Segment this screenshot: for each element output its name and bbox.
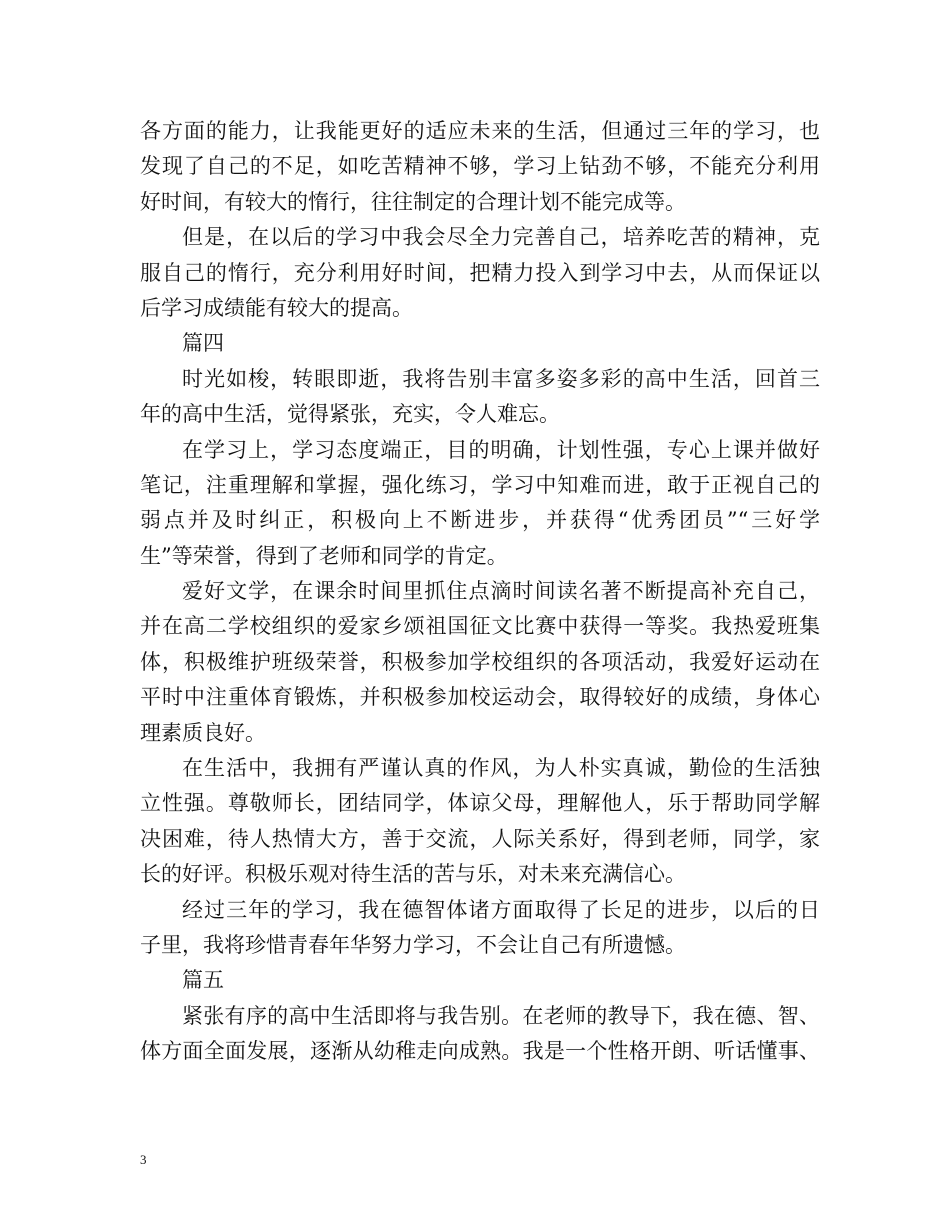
text-line: 在生活中，我拥有严谨认真的作风，为人朴实真诚，勤俭的生活独 <box>182 756 820 781</box>
text-line: 弱点并及时纠正，积极向上不断进步，并获得“优秀团员”“三好学 <box>140 508 820 533</box>
page-number: 3 <box>140 1152 147 1167</box>
text-line: 平时中注重体育锻炼，并积极参加校运动会，取得较好的成绩，身体心 <box>140 685 820 710</box>
text-line: 决困难，待人热情大方，善于交流，人际关系好，得到老师，同学，家 <box>140 826 820 851</box>
text-line: 篇五 <box>182 968 224 993</box>
text-line: 并在高二学校组织的爱家乡颂祖国征文比赛中获得一等奖。我热爱班集 <box>140 614 820 639</box>
text-line: 体，积极维护班级荣誉，积极参加学校组织的各项活动，我爱好运动在 <box>140 649 820 674</box>
text-line: 各方面的能力，让我能更好的适应未来的生活，但通过三年的学习，也 <box>140 119 820 143</box>
text-line: 生”等荣誉，得到了老师和同学的肯定。 <box>140 543 508 568</box>
text-line: 经过三年的学习，我在德智体诸方面取得了长足的进步，以后的日 <box>182 897 820 922</box>
text-line: 在学习上，学习态度端正，目的明确，计划性强，专心上课并做好 <box>182 437 820 462</box>
text-line: 体方面全面发展，逐渐从幼稚走向成熟。我是一个性格开朗、听话懂事、 <box>140 1039 820 1064</box>
text-line: 后学习成绩能有较大的提高。 <box>140 295 413 320</box>
text-line: 紧张有序的高中生活即将与我告别。在老师的教导下，我在德、智、 <box>182 1003 820 1028</box>
text-line: 笔记，注重理解和掌握，强化练习，学习中知难而进，敢于正视自己的 <box>140 472 820 497</box>
text-line: 但是，在以后的学习中我会尽全力完善自己，培养吃苦的精神，克 <box>182 225 820 250</box>
text-line: 理素质良好。 <box>140 720 266 745</box>
text-line: 时光如梭，转眼即逝，我将告别丰富多姿多彩的高中生活，回首三 <box>182 366 820 391</box>
text-line: 发现了自己的不足，如吃苦精神不够，学习上钻劲不够，不能充分利用 <box>140 154 820 179</box>
text-line: 年的高中生活，觉得紧张，充实，令人难忘。 <box>140 402 560 427</box>
text-line: 爱好文学，在课余时间里抓住点滴时间读名著不断提高补充自己， <box>182 579 820 604</box>
text-line: 长的好评。积极乐观对待生活的苦与乐，对未来充满信心。 <box>140 862 686 887</box>
text-line: 立性强。尊敬师长，团结同学，体谅父母，理解他人，乐于帮助同学解 <box>140 791 820 816</box>
document-body <box>140 114 820 1070</box>
text-line: 服自己的惰行，充分利用好时间，把精力投入到学习中去，从而保证以 <box>140 260 820 285</box>
text-line: 篇四 <box>182 331 224 356</box>
text-line: 子里，我将珍惜青春年华努力学习，不会让自己有所遗憾。 <box>140 932 686 957</box>
text-line: 好时间，有较大的惰行，往往制定的合理计划不能完成等。 <box>140 189 686 214</box>
